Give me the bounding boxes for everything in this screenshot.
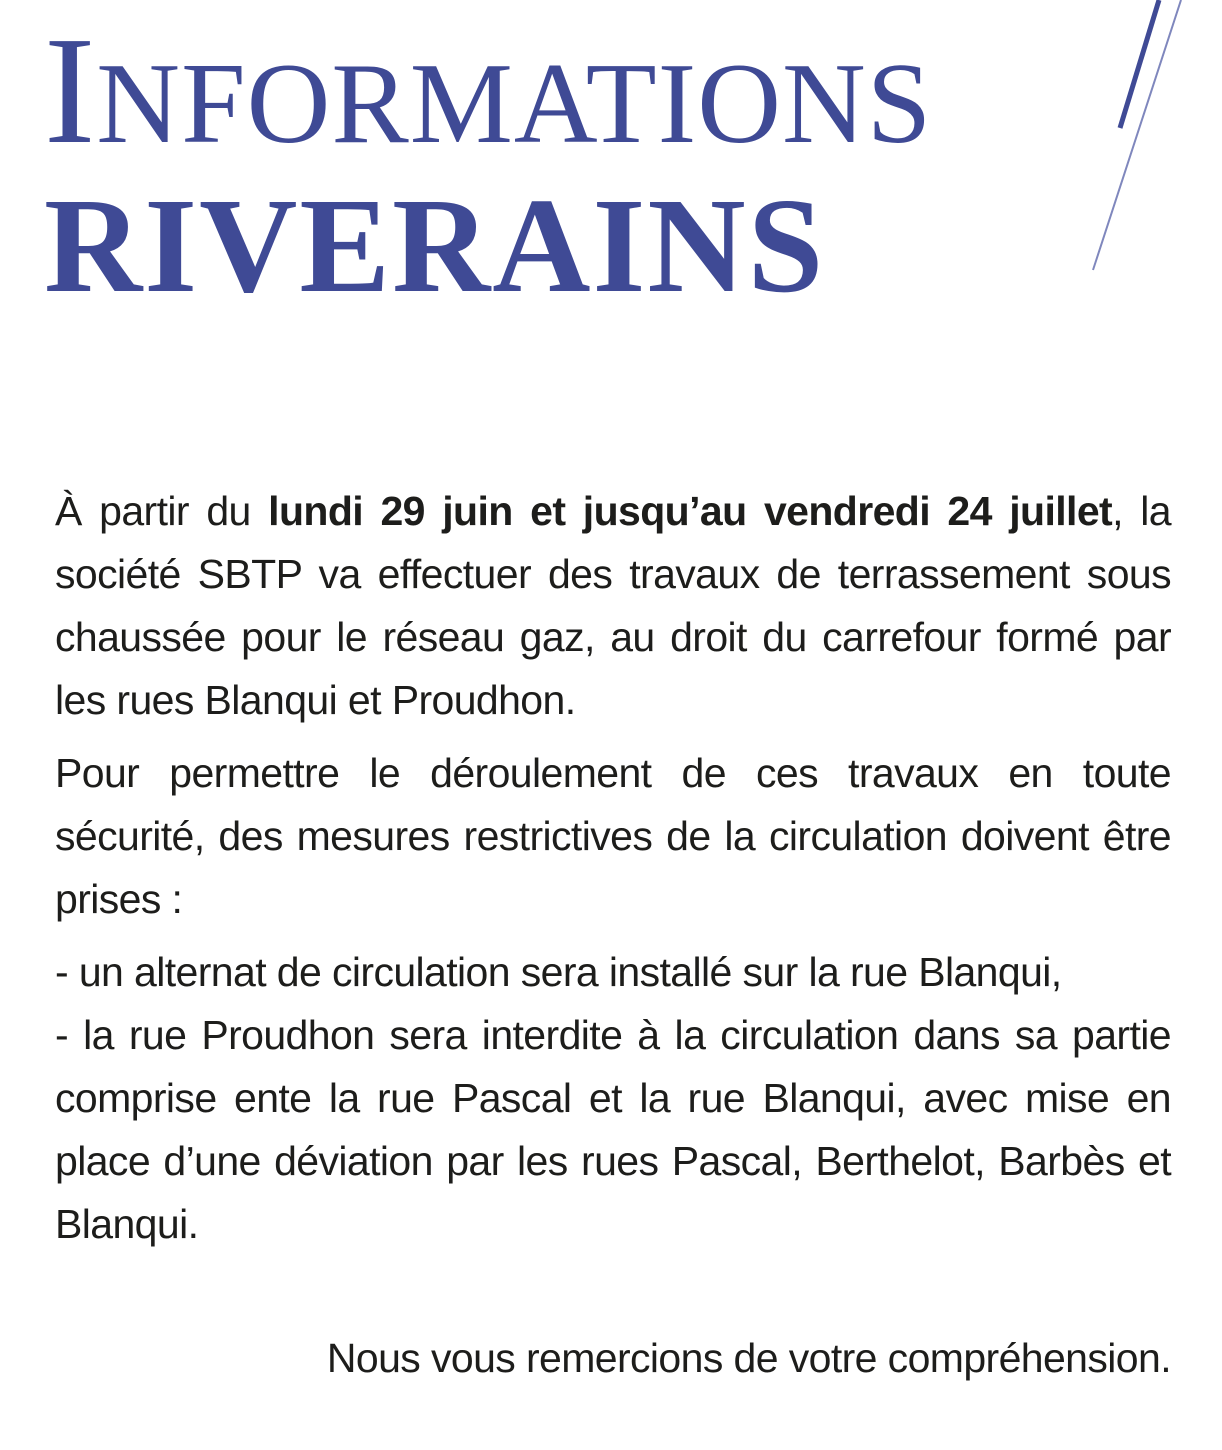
paragraph-dates [55,480,1171,732]
paragraph-measures: Pour permettre le déroulement de ces travaux en toute sécurité, des mesures restrictives de la circulation doivent être prises : [55,750,1171,922]
closing-thanks: Nous vous remercions de votre compréhension. [326,1335,1171,1381]
works-description: , la société SBTP va effectuer des travaux de terrassement sous chaussée pour le réseau gaz, au droit du carrefour formé par les rues Blanqui et Proudhon. [55,488,1171,723]
notice-body [55,480,1171,1266]
dates-intro: À partir du [55,488,269,534]
decorative-slashes [1080,0,1210,290]
dates-range: lundi 29 juin et jusqu’au vendredi 24 juillet [268,488,1113,534]
title-smallcaps: NFORMATIONS [96,40,933,168]
measure-item-deviation: - la rue Proudhon sera interdite à la circulation dans sa partie comprise ente la rue Pascal et la rue Blanqui, avec mise en place d’une déviation par les rues Pascal, Berthelot, Barbès et Blanqui. [55,1012,1171,1247]
title-informations [44,6,933,176]
slash-thick [1120,0,1159,128]
title-initial: I [44,6,97,176]
slash-thin [1093,0,1181,270]
measures-list [55,941,1171,1256]
measure-item-alternat: - un alternat de circulation sera installé sur la rue Blanqui, [55,949,1062,995]
title-riverains: RIVERAINS [44,171,826,321]
